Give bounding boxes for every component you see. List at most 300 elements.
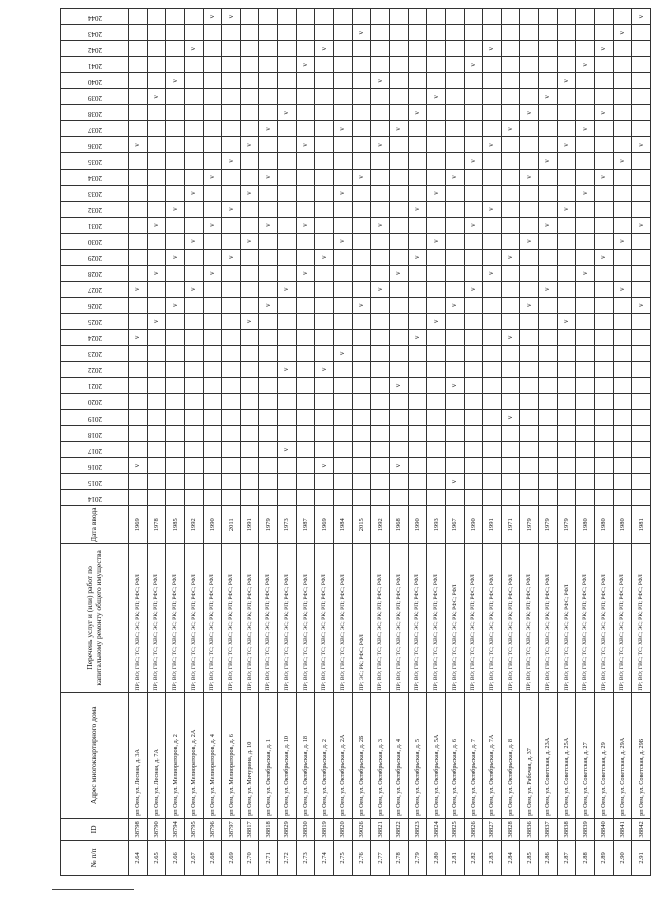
check-mark-icon: v [170,79,179,83]
year-cell-2021 [483,377,502,393]
header-year-label: 2044 [87,13,102,22]
year-cell-2023 [352,345,371,361]
year-cell-2017 [557,442,576,458]
year-cell-2029 [296,249,315,265]
year-cell-2019 [632,410,651,426]
year-cell-2033 [427,185,446,201]
year-cell-2017 [296,442,315,458]
year-cell-2037 [464,121,483,137]
year-cell-2023 [520,345,539,361]
year-cell-2014 [389,490,408,506]
year-cell-2039 [315,89,334,105]
year-cell-2014 [632,490,651,506]
year-cell-2035 [613,153,632,169]
check-mark-icon: v [487,143,496,147]
year-cell-2026 [296,297,315,313]
year-cell-2041 [408,57,427,73]
year-cell-2023 [334,345,353,361]
row-num: 2.80 [427,840,446,875]
year-cell-2028 [296,265,315,281]
year-cell-2044 [483,9,502,25]
year-cell-2022 [389,361,408,377]
year-cell-2044 [334,9,353,25]
check-mark-icon: v [394,271,403,275]
year-cell-2018 [427,426,446,442]
year-cell-2015 [595,474,614,490]
year-cell-2023 [278,345,297,361]
year-cell-2022 [632,361,651,377]
row-id: 38837 [539,818,558,840]
year-cell-2033 [129,185,148,201]
year-cell-2021 [408,377,427,393]
year-cell-2034 [408,169,427,185]
year-cell-2029 [371,249,390,265]
year-cell-2041 [334,57,353,73]
year-cell-2022 [557,361,576,377]
year-cell-2015 [557,474,576,490]
year-cell-2022 [166,361,185,377]
year-cell-2044 [203,9,222,25]
year-cell-2017 [184,442,203,458]
year-cell-2043 [389,25,408,41]
row-commission-year: 1979 [259,506,278,544]
row-id: 38819 [315,818,334,840]
year-cell-2022 [576,361,595,377]
year-cell-2043 [334,25,353,41]
year-cell-2016 [334,458,353,474]
row-id: 38827 [483,818,502,840]
year-cell-2024 [203,329,222,345]
year-cell-2038 [278,105,297,121]
year-cell-2027 [147,281,166,297]
header-year-label: 2030 [87,238,102,247]
year-cell-2042 [129,41,148,57]
year-cell-2014 [464,490,483,506]
check-mark-icon: v [468,63,477,67]
year-cell-2021 [222,377,241,393]
year-cell-2027 [520,281,539,297]
year-cell-2030 [539,233,558,249]
row-services: ПР; ВО; ГВС; ТС; ХВС; ЭС; РК; РП; РФС; РФЛ [203,544,222,692]
row-num: 2.90 [613,840,632,875]
year-cell-2041 [501,57,520,73]
year-cell-2022 [334,361,353,377]
check-mark-icon: v [357,303,365,308]
check-mark-icon: v [524,111,533,115]
year-cell-2017 [240,442,259,458]
year-cell-2028 [334,265,353,281]
header-year-2039 [61,89,129,105]
year-cell-2034 [427,169,446,185]
year-cell-2016 [408,458,427,474]
header-year-2022 [61,361,129,377]
year-cell-2023 [240,345,259,361]
year-cell-2028 [371,265,390,281]
year-cell-2039 [352,89,371,105]
year-cell-2028 [539,265,558,281]
year-cell-2031 [539,217,558,233]
check-mark-icon: v [524,239,533,243]
year-cell-2035 [240,153,259,169]
year-cell-2016 [557,458,576,474]
year-cell-2044 [595,9,614,25]
year-cell-2027 [389,281,408,297]
check-mark-icon: v [226,207,235,211]
row-services: ПР; ВО; ГВС; ТС; ХВС; ЭС; РК; РП; РФС; РФЛ [129,544,148,692]
year-cell-2036 [613,137,632,153]
year-cell-2040 [427,73,446,89]
year-cell-2021 [613,377,632,393]
year-cell-2029 [539,249,558,265]
header-year-label: 2039 [87,93,102,102]
header-year-2021 [61,377,129,393]
year-cell-2015 [613,474,632,490]
year-cell-2023 [203,345,222,361]
table-row [222,9,241,876]
year-cell-2037 [595,121,614,137]
year-cell-2043 [539,25,558,41]
year-cell-2037 [203,121,222,137]
year-cell-2022 [483,361,502,377]
header-year-label: 2035 [87,157,102,166]
year-cell-2014 [557,490,576,506]
check-mark-icon: v [207,175,216,179]
year-cell-2042 [334,41,353,57]
year-cell-2022 [464,361,483,377]
year-cell-2033 [501,185,520,201]
year-cell-2017 [427,442,446,458]
row-id: 38817 [240,818,259,840]
check-mark-icon: v [543,223,552,227]
year-cell-2040 [539,73,558,89]
year-cell-2022 [147,361,166,377]
year-cell-2025 [147,313,166,329]
year-cell-2036 [129,137,148,153]
year-cell-2031 [576,217,595,233]
year-cell-2029 [240,249,259,265]
year-cell-2032 [203,201,222,217]
year-cell-2038 [240,105,259,121]
year-cell-2039 [334,89,353,105]
year-cell-2030 [371,233,390,249]
year-cell-2029 [613,249,632,265]
header-year-2016 [61,458,129,474]
year-cell-2016 [576,458,595,474]
year-cell-2014 [166,490,185,506]
year-cell-2043 [315,25,334,41]
year-cell-2033 [184,185,203,201]
row-commission-year: 1979 [539,506,558,544]
year-cell-2033 [371,185,390,201]
check-mark-icon: v [636,14,645,19]
year-cell-2030 [501,233,520,249]
year-cell-2027 [557,281,576,297]
year-cell-2031 [166,217,185,233]
year-cell-2017 [520,442,539,458]
year-cell-2039 [389,89,408,105]
header-year-label: 2014 [87,494,102,503]
year-cell-2034 [576,169,595,185]
year-cell-2033 [576,185,595,201]
year-cell-2022 [613,361,632,377]
year-cell-2040 [334,73,353,89]
year-cell-2035 [147,153,166,169]
row-commission-year: 1990 [203,506,222,544]
year-cell-2021 [259,377,278,393]
year-cell-2027 [427,281,446,297]
year-cell-2024 [557,329,576,345]
year-cell-2028 [315,265,334,281]
year-cell-2018 [408,426,427,442]
year-cell-2031 [240,217,259,233]
year-cell-2019 [184,410,203,426]
header-year-2017 [61,442,129,458]
year-cell-2024 [334,329,353,345]
year-cell-2030 [389,233,408,249]
row-commission-year: 2011 [222,506,241,544]
year-cell-2021 [389,377,408,393]
year-cell-2031 [483,217,502,233]
year-cell-2019 [445,410,464,426]
year-cell-2028 [129,265,148,281]
check-mark-icon: v [338,351,347,356]
year-cell-2041 [613,57,632,73]
row-commission-year: 1967 [445,506,464,544]
year-cell-2027 [464,281,483,297]
year-cell-2018 [166,426,185,442]
header-year-2023 [61,345,129,361]
table-row [352,9,371,876]
year-cell-2044 [427,9,446,25]
check-mark-icon: v [394,463,403,468]
year-cell-2023 [147,345,166,361]
year-cell-2018 [371,426,390,442]
row-num: 2.76 [352,840,371,875]
row-num: 2.84 [501,840,520,875]
year-cell-2034 [501,169,520,185]
year-cell-2018 [613,426,632,442]
year-cell-2038 [147,105,166,121]
year-cell-2023 [427,345,446,361]
year-cell-2039 [557,89,576,105]
year-cell-2026 [576,297,595,313]
year-cell-2021 [427,377,446,393]
footnote-rule [52,889,134,890]
year-cell-2017 [501,442,520,458]
year-cell-2036 [483,137,502,153]
year-cell-2033 [557,185,576,201]
row-services: ПР; ВО; ГВС; ТС; ХВС; ЭС; РК; РП; РФС; РФЛ [408,544,427,692]
year-cell-2040 [371,73,390,89]
year-cell-2036 [595,137,614,153]
row-id: 38829 [278,818,297,840]
year-cell-2020 [576,393,595,409]
check-mark-icon: v [245,319,254,324]
year-cell-2043 [259,25,278,41]
year-cell-2015 [259,474,278,490]
year-cell-2026 [240,297,259,313]
year-cell-2015 [147,474,166,490]
year-cell-2039 [501,89,520,105]
year-cell-2034 [520,169,539,185]
year-cell-2035 [371,153,390,169]
year-cell-2027 [576,281,595,297]
table-row [501,9,520,876]
row-num: 2.89 [595,840,614,875]
row-address: рп Оем, ул. Советская, д. 25А [557,692,576,818]
year-cell-2040 [501,73,520,89]
year-cell-2044 [147,9,166,25]
year-cell-2044 [315,9,334,25]
year-cell-2036 [222,137,241,153]
year-cell-2016 [240,458,259,474]
year-cell-2030 [464,233,483,249]
year-cell-2025 [613,313,632,329]
header-year-label: 2019 [87,414,102,423]
year-cell-2023 [184,345,203,361]
year-cell-2026 [483,297,502,313]
year-cell-2029 [557,249,576,265]
year-cell-2034 [632,169,651,185]
check-mark-icon: v [580,63,589,67]
row-id: 38821 [371,818,390,840]
table-row [315,9,334,876]
header-year-2036 [61,137,129,153]
year-cell-2018 [240,426,259,442]
check-mark-icon: v [189,191,198,195]
year-cell-2038 [166,105,185,121]
year-cell-2025 [129,313,148,329]
year-cell-2021 [595,377,614,393]
year-cell-2027 [129,281,148,297]
row-num: 2.78 [389,840,408,875]
year-cell-2044 [539,9,558,25]
year-cell-2043 [595,25,614,41]
year-cell-2036 [371,137,390,153]
year-cell-2036 [240,137,259,153]
row-commission-year: 1978 [147,506,166,544]
year-cell-2027 [352,281,371,297]
header-year-2037 [61,121,129,137]
year-cell-2021 [166,377,185,393]
year-cell-2027 [278,281,297,297]
year-cell-2036 [464,137,483,153]
check-mark-icon: v [599,111,608,115]
check-mark-icon: v [450,303,459,308]
year-cell-2036 [259,137,278,153]
year-cell-2025 [483,313,502,329]
year-cell-2017 [613,442,632,458]
row-address: рп Оем, ул. Октябрьская, д. 2 [315,692,334,818]
row-commission-year: 1993 [427,506,446,544]
year-cell-2034 [595,169,614,185]
year-cell-2038 [464,105,483,121]
year-cell-2038 [408,105,427,121]
header-year-2025 [61,313,129,329]
year-cell-2027 [483,281,502,297]
year-cell-2026 [259,297,278,313]
year-cell-2028 [632,265,651,281]
year-cell-2023 [389,345,408,361]
year-cell-2035 [315,153,334,169]
year-cell-2038 [483,105,502,121]
year-cell-2023 [315,345,334,361]
year-cell-2026 [408,297,427,313]
row-commission-year: 1987 [296,506,315,544]
year-cell-2042 [352,41,371,57]
year-cell-2034 [334,169,353,185]
year-cell-2034 [184,169,203,185]
year-cell-2019 [296,410,315,426]
year-cell-2041 [539,57,558,73]
year-cell-2041 [278,57,297,73]
row-id: 38820 [334,818,353,840]
year-cell-2024 [389,329,408,345]
year-cell-2020 [613,393,632,409]
year-cell-2036 [445,137,464,153]
row-commission-year: 1991 [240,506,259,544]
check-mark-icon: v [412,111,421,115]
year-cell-2037 [259,121,278,137]
check-mark-icon: v [636,303,645,308]
year-cell-2034 [613,169,632,185]
year-cell-2016 [184,458,203,474]
row-address: рп Оем, ул. Рабочая, д. 37 [520,692,539,818]
year-cell-2040 [576,73,595,89]
row-id: 38796 [203,818,222,840]
year-cell-2032 [613,201,632,217]
year-cell-2014 [427,490,446,506]
year-cell-2034 [296,169,315,185]
year-cell-2017 [389,442,408,458]
year-cell-2035 [557,153,576,169]
year-cell-2025 [222,313,241,329]
year-cell-2035 [520,153,539,169]
year-cell-2015 [240,474,259,490]
row-num: 2.65 [147,840,166,875]
year-cell-2019 [352,410,371,426]
row-services: ПР; ВО; ГВС; ТС; ХВС; ЭС; РК; РП; РФС; РФЛ [334,544,353,692]
year-cell-2029 [278,249,297,265]
table-row [408,9,427,876]
row-commission-year: 1992 [184,506,203,544]
year-cell-2025 [296,313,315,329]
year-cell-2034 [129,169,148,185]
year-cell-2020 [427,393,446,409]
year-cell-2038 [334,105,353,121]
year-cell-2019 [240,410,259,426]
row-id: 38797 [222,818,241,840]
year-cell-2026 [352,297,371,313]
year-cell-2043 [129,25,148,41]
year-cell-2028 [483,265,502,281]
year-cell-2023 [222,345,241,361]
row-num: 2.82 [464,840,483,875]
year-cell-2018 [539,426,558,442]
year-cell-2032 [408,201,427,217]
year-cell-2028 [184,265,203,281]
header-year-2043 [61,25,129,41]
check-mark-icon: v [450,383,459,388]
year-cell-2020 [483,393,502,409]
year-cell-2029 [632,249,651,265]
year-cell-2031 [427,217,446,233]
year-cell-2028 [427,265,446,281]
year-cell-2033 [278,185,297,201]
year-cell-2022 [520,361,539,377]
year-cell-2014 [445,490,464,506]
year-cell-2041 [595,57,614,73]
